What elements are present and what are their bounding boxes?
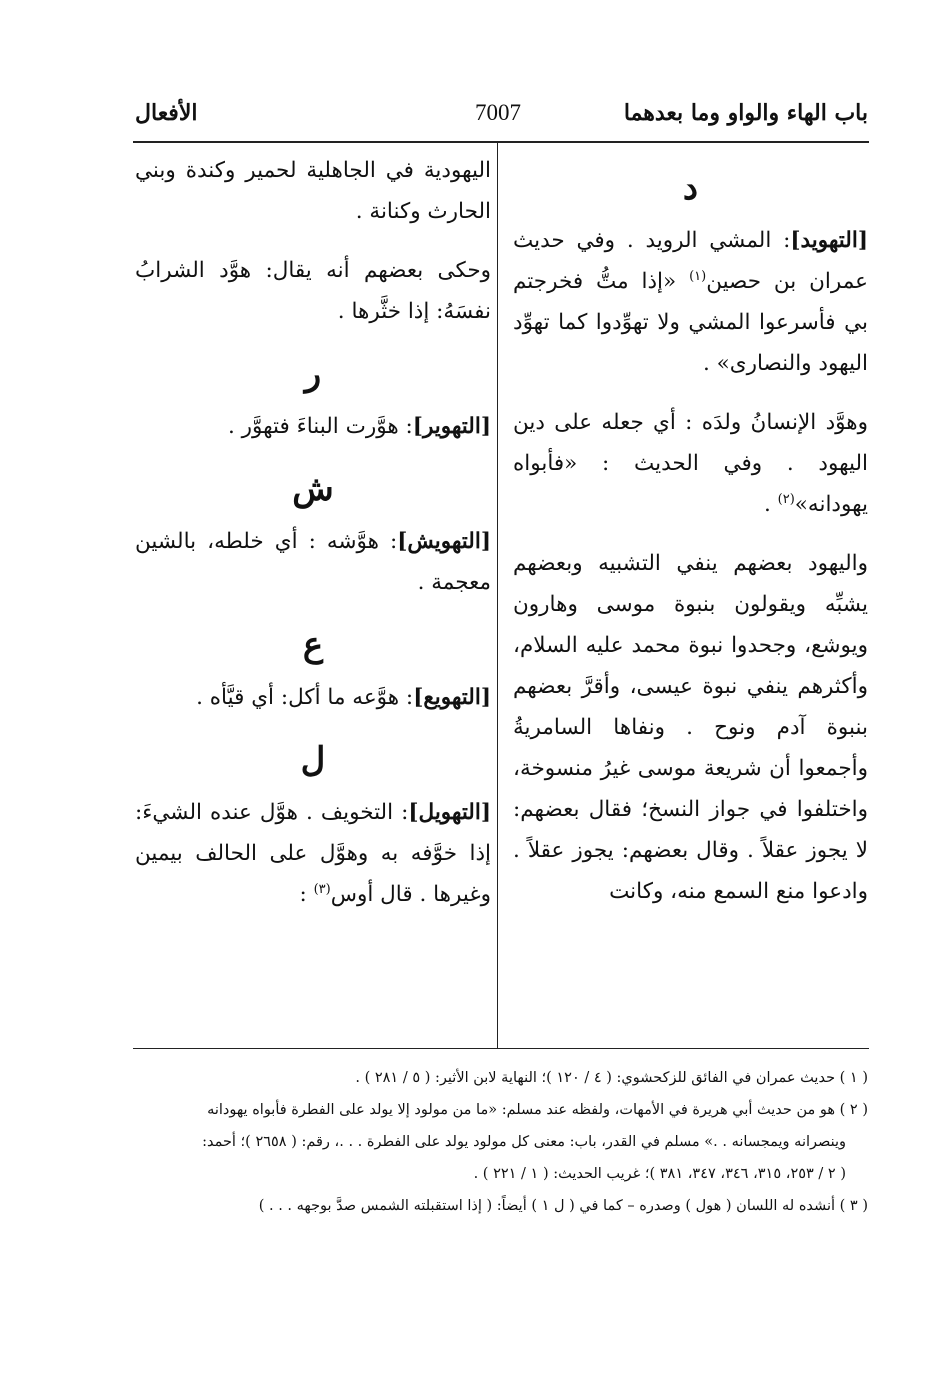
entry-tahweesh	[135, 521, 491, 603]
entry-yahudiyya	[135, 150, 491, 232]
footnote-3: ( ٣ ) أنشده له اللسان ( هول ) وصدره – كما في ( ل ١ ) أيضاً: ( إذا استقبلته الشمس صدَّ بوجهه . . . )	[258, 1198, 868, 1214]
letter-heading-ra: ر	[304, 354, 322, 394]
entry-tahweer	[135, 406, 491, 447]
entry-yahud	[513, 543, 868, 912]
right-column	[513, 150, 868, 930]
footnotes	[135, 1062, 868, 1222]
entry-text: اليهودية في الجاهلية لحمير وكندة وبني الحارث وكنانة .	[135, 158, 491, 224]
letter-heading-dal: د	[682, 168, 699, 208]
footnote-2-continued: وينصرانه ويمجسانه . .» مسلم في القدر، باب: معنى كل مولود يولد على الفطرة . . .، رقم: ( ٢٦٥٨ )؛ أحمد:	[202, 1134, 846, 1150]
letter-heading-ain: ع	[302, 625, 324, 665]
entry-hawwad	[513, 402, 868, 525]
entry-text: وهوَّد الإنسانُ ولدَه : أي جعله على دين اليهود . وفي الحديث : «فأبواه يهودانه»	[513, 410, 868, 517]
footnote-2-continued: ( ٢ / ٢٥٣، ٣١٥، ٣٤٦، ٣٤٧، ٣٨١ )؛ غريب الحديث: ( ١ / ٢٢١ ) .	[473, 1166, 846, 1182]
footnote-ref: (٢)	[777, 491, 795, 507]
entry-tahweed	[513, 220, 868, 384]
entry-headword: [التهويد]	[790, 228, 868, 253]
entry-headword: [التهوير]	[412, 414, 491, 439]
entry-headword: [التهويل]	[408, 800, 491, 825]
entry-text: : هوَّرت البناءَ فتهوَّر .	[227, 414, 413, 439]
footnote-2: ( ٢ ) هو من حديث أبي هريرة في الأمهات، ولفظه عند مسلم: «ما من مولود إلا يولد على الفطرة فأبواه يهودانه	[207, 1102, 868, 1118]
page-header	[135, 100, 868, 140]
page-number: 7007	[475, 100, 521, 125]
footnote-ref: (١)	[689, 268, 707, 284]
section-title: باب الهاء والواو وما بعدهما	[623, 100, 868, 126]
entry-text: :	[299, 882, 314, 907]
entry-text: واليهود بعضهم ينفي التشبيه وبعضهم يشبِّه ويقولون بنبوة موسى وهارون ويوشع، وجحدوا نبوة محمد عليه السلام، وأكثرهم ينفي نبوة عيسى، وأقرَّ بعضهم بنبوة آدم ونوح . ونفاها السامريةُ وأجمعوا أن شريعة موسى غيرُ منسوخة، واختلفوا في جواز النسخ؛ فقال بعضهم: لا يجوز عقلاً . وقال بعضهم: يجوز عقلاً . وادعوا منع السمع منه، وكانت	[513, 551, 868, 904]
header-rule	[133, 141, 869, 143]
letter-heading-lam: ل	[300, 740, 326, 780]
entry-headword: [التهويش]	[397, 529, 491, 554]
chapter-title: الأفعال	[135, 100, 198, 126]
footnote-1: ( ١ ) حديث عمران في الفائق للزكحشوي: ( ٤ / ١٢٠ )؛ النهاية لابن الأثير: ( ٥ / ٢٨١ ) .	[355, 1070, 868, 1086]
column-divider	[497, 143, 498, 1048]
entry-headword: [التهويع]	[413, 685, 491, 710]
entry-hakaa	[135, 250, 491, 332]
entry-tahweel	[135, 792, 491, 915]
entry-text: .	[763, 492, 778, 517]
entry-text: : هوَّعه ما أكل: أي قيَّأه .	[196, 685, 414, 710]
entry-text: : هوَّشه : أي خلطه، بالشين معجمة .	[135, 529, 491, 595]
entry-text: : المشي الرويد . وفي حديث عمران بن حصين	[513, 228, 868, 294]
letter-heading-shin: ش	[292, 469, 334, 509]
footnote-ref: (٣)	[313, 881, 331, 897]
entry-text: : التخويف . هوَّل عنده الشيءَ: إذا خوَّفه به وهوَّل على الحالف بيمين وغيرها . قال أوس	[135, 800, 491, 907]
entry-text: وحكى بعضهم أنه يقال: هوَّد الشرابُ نفسَهُ: إذا خثَّرها .	[135, 258, 491, 324]
footnote-rule	[133, 1048, 869, 1049]
entry-tahwee	[135, 677, 491, 718]
left-column	[135, 150, 491, 933]
entry-text: «إذا متُّ فخرجتم بي فأسرعوا المشي ولا تهوِّدوا كما تهوِّد اليهود والنصارى» .	[513, 269, 868, 376]
